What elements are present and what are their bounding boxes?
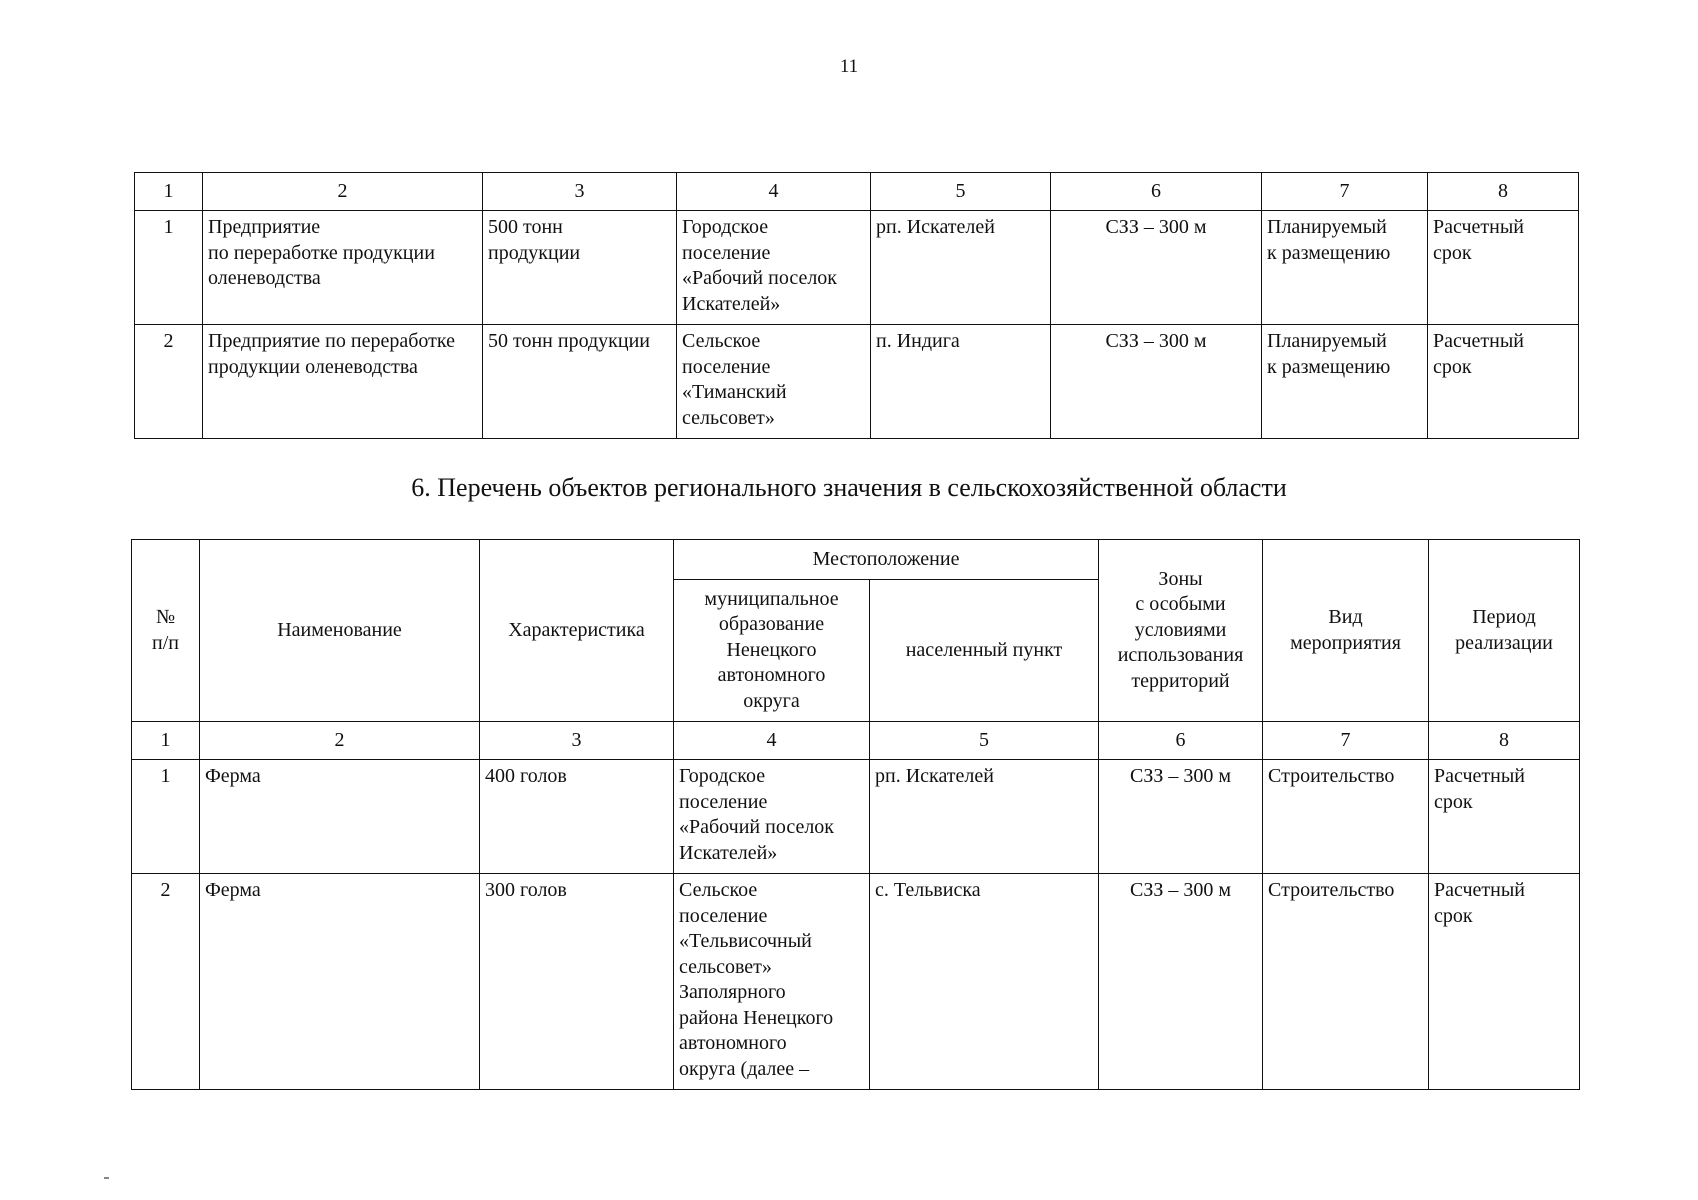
- table-row: [132, 874, 1580, 1090]
- object-name: Предприятие по переработке продукции оленеводства: [203, 211, 483, 325]
- column-number-row: [135, 173, 1579, 211]
- municipality: Городское поселение «Рабочий поселок Искателей»: [677, 211, 871, 325]
- protection-zone: СЗЗ – 300 м: [1099, 874, 1263, 1090]
- table-row: [132, 760, 1580, 874]
- implementation-period: Расчетный срок: [1429, 874, 1580, 1090]
- row-number: 1: [135, 211, 203, 325]
- header-location: Местоположение: [674, 540, 1099, 580]
- municipality: Сельское поселение «Тиманский сельсовет»: [677, 325, 871, 439]
- settlement: рп. Искателей: [871, 211, 1051, 325]
- object-name: Ферма: [200, 874, 480, 1090]
- implementation-period: Расчетный срок: [1429, 760, 1580, 874]
- settlement: с. Тельвиска: [870, 874, 1099, 1090]
- characteristic: 400 голов: [480, 760, 674, 874]
- column-number: 8: [1429, 722, 1580, 760]
- table-row: [135, 211, 1579, 325]
- object-name: Ферма: [200, 760, 480, 874]
- characteristic: 300 голов: [480, 874, 674, 1090]
- column-number: 5: [871, 173, 1051, 211]
- column-number: 7: [1263, 722, 1429, 760]
- regional-objects-table: [131, 539, 1580, 1090]
- header-zones: Зоны с особыми условиями использования территорий: [1099, 540, 1263, 722]
- header-municipality: муниципальное образование Ненецкого автономного округа: [674, 580, 870, 722]
- column-number: 2: [200, 722, 480, 760]
- column-number: 2: [203, 173, 483, 211]
- column-number: 4: [674, 722, 870, 760]
- object-name: Предприятие по переработке продукции оленеводства: [203, 325, 483, 439]
- settlement: п. Индига: [871, 325, 1051, 439]
- scan-artifact: [104, 1177, 109, 1179]
- column-number: 6: [1051, 173, 1262, 211]
- column-number-row: [132, 722, 1580, 760]
- column-number: 1: [135, 173, 203, 211]
- column-number: 1: [132, 722, 200, 760]
- settlement: рп. Искателей: [870, 760, 1099, 874]
- protection-zone: СЗЗ – 300 м: [1051, 211, 1262, 325]
- header-name: Наименование: [200, 540, 480, 722]
- activity-type: Строительство: [1263, 874, 1429, 1090]
- section-title: 6. Перечень объектов регионального значения в сельскохозяйственной области: [411, 473, 1287, 502]
- header-settlement: населенный пункт: [870, 580, 1099, 722]
- column-number: 8: [1428, 173, 1579, 211]
- column-number: 7: [1262, 173, 1428, 211]
- header-row: [132, 540, 1580, 580]
- header-activity: Вид мероприятия: [1263, 540, 1429, 722]
- column-number: 4: [677, 173, 871, 211]
- column-number: 3: [480, 722, 674, 760]
- implementation-period: Расчетный срок: [1428, 325, 1579, 439]
- municipality: Городское поселение «Рабочий поселок Искателей»: [674, 760, 870, 874]
- row-number: 2: [132, 874, 200, 1090]
- characteristic: 50 тонн продукции: [483, 325, 677, 439]
- characteristic: 500 тонн продукции: [483, 211, 677, 325]
- column-number: 6: [1099, 722, 1263, 760]
- table-row: [135, 325, 1579, 439]
- protection-zone: СЗЗ – 300 м: [1051, 325, 1262, 439]
- implementation-period: Расчетный срок: [1428, 211, 1579, 325]
- header-period: Период реализации: [1429, 540, 1580, 722]
- page-number: 11: [839, 56, 859, 77]
- activity-type: Строительство: [1263, 760, 1429, 874]
- municipality: Сельское поселение «Тельвисочный сельсовет» Заполярного района Ненецкого автономного округа (далее –: [674, 874, 870, 1090]
- activity-type: Планируемый к размещению: [1262, 211, 1428, 325]
- column-number: 5: [870, 722, 1099, 760]
- protection-zone: СЗЗ – 300 м: [1099, 760, 1263, 874]
- row-number: 1: [132, 760, 200, 874]
- header-characteristic: Характеристика: [480, 540, 674, 722]
- header-num: № п/п: [132, 540, 200, 722]
- column-number: 3: [483, 173, 677, 211]
- activity-type: Планируемый к размещению: [1262, 325, 1428, 439]
- continuation-table: [134, 172, 1579, 439]
- row-number: 2: [135, 325, 203, 439]
